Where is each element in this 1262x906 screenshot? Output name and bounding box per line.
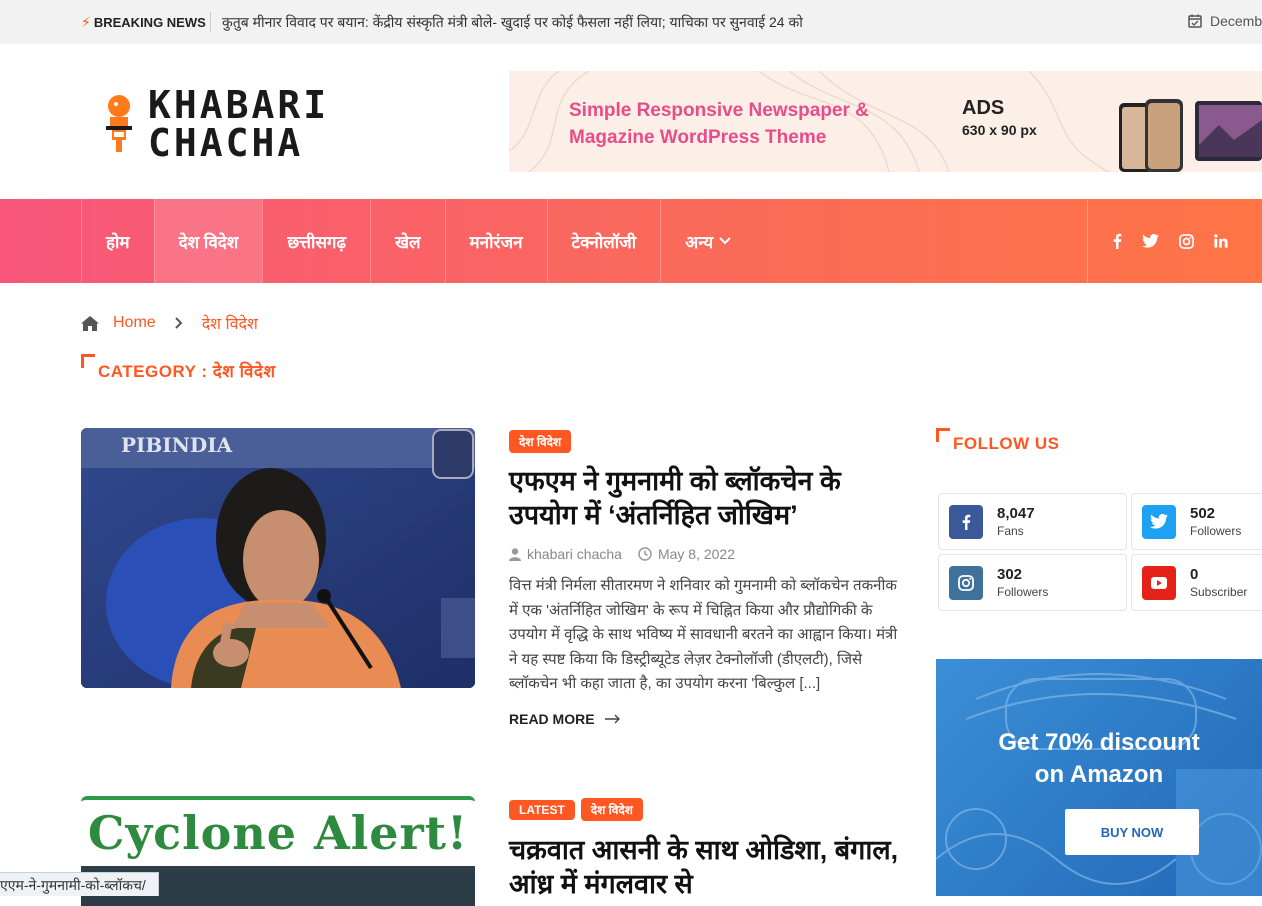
user-icon [509, 548, 521, 561]
nav-item-chhattisgarh[interactable]: छत्तीसगढ़ [262, 199, 370, 283]
post-title[interactable]: एफएम ने गुमनामी को ब्लॉकचेन के उपयोग में ‘अंतर्निहित जोखिम’ [509, 466, 841, 530]
ad-tagline: Simple Responsive Newspaper & Magazine WordPress Theme [569, 100, 869, 148]
post-tags [509, 430, 909, 453]
divider [210, 12, 211, 32]
main-navigation [0, 199, 1262, 283]
chevron-down-icon [718, 236, 732, 246]
twitter-icon[interactable] [1142, 234, 1159, 248]
devices-illustration [1119, 95, 1262, 172]
arrow-right-icon [605, 714, 621, 724]
cyclone-alert-image: Cyclone Alert! [87, 806, 469, 860]
browser-status-url: एएम-ने-गुमनामी-को-ब्लॉकच/ [0, 872, 159, 896]
microphone-mascot-icon [104, 92, 134, 156]
breaking-news-label: ⚡ BREAKING NEWS [81, 14, 206, 30]
nav-item-manoranjan[interactable]: मनोरंजन [445, 199, 547, 283]
category-tag[interactable]: देश विदेश [509, 430, 571, 453]
twitter-follow-card[interactable]: 502 Followers [1131, 493, 1262, 550]
post-excerpt: वित्त मंत्री निर्मला सीतारमण ने शनिवार को गुमनामी को ब्लॉकचेन तकनीक में एक 'अंतर्निहित जोखिम' के रूप में चिह्नित किया और प्रौद्योगिकी के उपयोग में वृद्धि के साथ भविष्य में सावधानी बरतने का आह्वान किया। मंत्री ने यह स्पष्ट किया कि डिस्ट्रीब्यूटेड लेज़र टेक्नोलॉजी (डीएलटी), जिसे ब्लॉकचेन भी कहा जाता है, का उपयोग करना 'बिल्कुल [...] [509, 577, 898, 692]
amazon-promo-ad[interactable] [936, 659, 1262, 896]
top-bar [0, 0, 1262, 44]
facebook-icon [949, 505, 983, 539]
promo-text: Get 70% discount on Amazon [998, 729, 1200, 788]
clock-icon [638, 547, 652, 561]
latest-tag[interactable]: LATEST [509, 800, 575, 820]
breaking-news-headline[interactable]: कुतुब मीनार विवाद पर बयान: केंद्रीय संस्कृति मंत्री बोले- खुदाई पर कोई फैसला नहीं लिया; याचिका पर सुनवाई 24 को [222, 14, 803, 30]
post-tags [509, 798, 909, 821]
post-date: May 8, 2022 [638, 546, 735, 562]
post-meta [509, 546, 909, 562]
title-corner-decoration [81, 354, 95, 368]
post-title[interactable]: चक्रवात आसनी के साथ ओडिशा, बंगाल, आंध्र में मंगलवार से [509, 835, 899, 899]
youtube-icon [1142, 566, 1176, 600]
breadcrumb-current: देश विदेश [201, 316, 258, 333]
header-ad-banner[interactable] [509, 71, 1262, 172]
post-card [509, 430, 909, 727]
breadcrumb-home-link[interactable]: Home [113, 314, 156, 331]
nav-item-desh-videsh[interactable]: देश विदेश [154, 199, 263, 283]
breadcrumb [81, 312, 258, 334]
post-card [509, 798, 909, 901]
facebook-follow-card[interactable]: 8,047 Fans [938, 493, 1127, 550]
read-more-link[interactable]: READ MORE [509, 711, 909, 727]
post-author[interactable]: khabari chacha [509, 546, 622, 562]
nav-item-khel[interactable]: खेल [370, 199, 444, 283]
title-corner-decoration [936, 428, 950, 442]
facebook-icon[interactable] [1112, 233, 1122, 249]
buy-now-button[interactable]: BUY NOW [1065, 809, 1199, 855]
ad-size-label: ADS 630 x 90 px [962, 97, 1037, 138]
nav-social-links [1087, 199, 1262, 283]
nav-item-anya-dropdown[interactable]: अन्य [660, 199, 756, 283]
instagram-icon[interactable] [1179, 234, 1194, 249]
linkedin-icon[interactable] [1214, 234, 1228, 248]
nav-menu [81, 199, 756, 283]
post-thumbnail[interactable] [81, 428, 475, 688]
calendar-icon [1188, 14, 1202, 28]
finance-minister-photo [81, 428, 475, 688]
follow-us-heading: FOLLOW US [936, 428, 1059, 454]
site-logo[interactable] [104, 83, 330, 165]
svg-text:PIBINDIA: PIBINDIA [121, 433, 233, 457]
instagram-icon [949, 566, 983, 600]
youtube-follow-card[interactable]: 0 Subscriber [1131, 554, 1262, 611]
nav-item-home[interactable]: होम [81, 199, 154, 283]
logo-wordmark: KHABARI CHACHA [148, 83, 330, 165]
page-title: CATEGORY : देश विदेश [81, 354, 276, 382]
current-date: Decemb [1188, 13, 1262, 29]
instagram-follow-card[interactable]: 302 Followers [938, 554, 1127, 611]
chevron-right-icon [174, 317, 184, 329]
category-tag[interactable]: देश विदेश [581, 798, 643, 821]
bolt-icon: ⚡ [81, 14, 91, 30]
nav-item-technology[interactable]: टेक्नोलॉजी [547, 199, 661, 283]
home-icon [81, 316, 99, 331]
twitter-icon [1142, 505, 1176, 539]
